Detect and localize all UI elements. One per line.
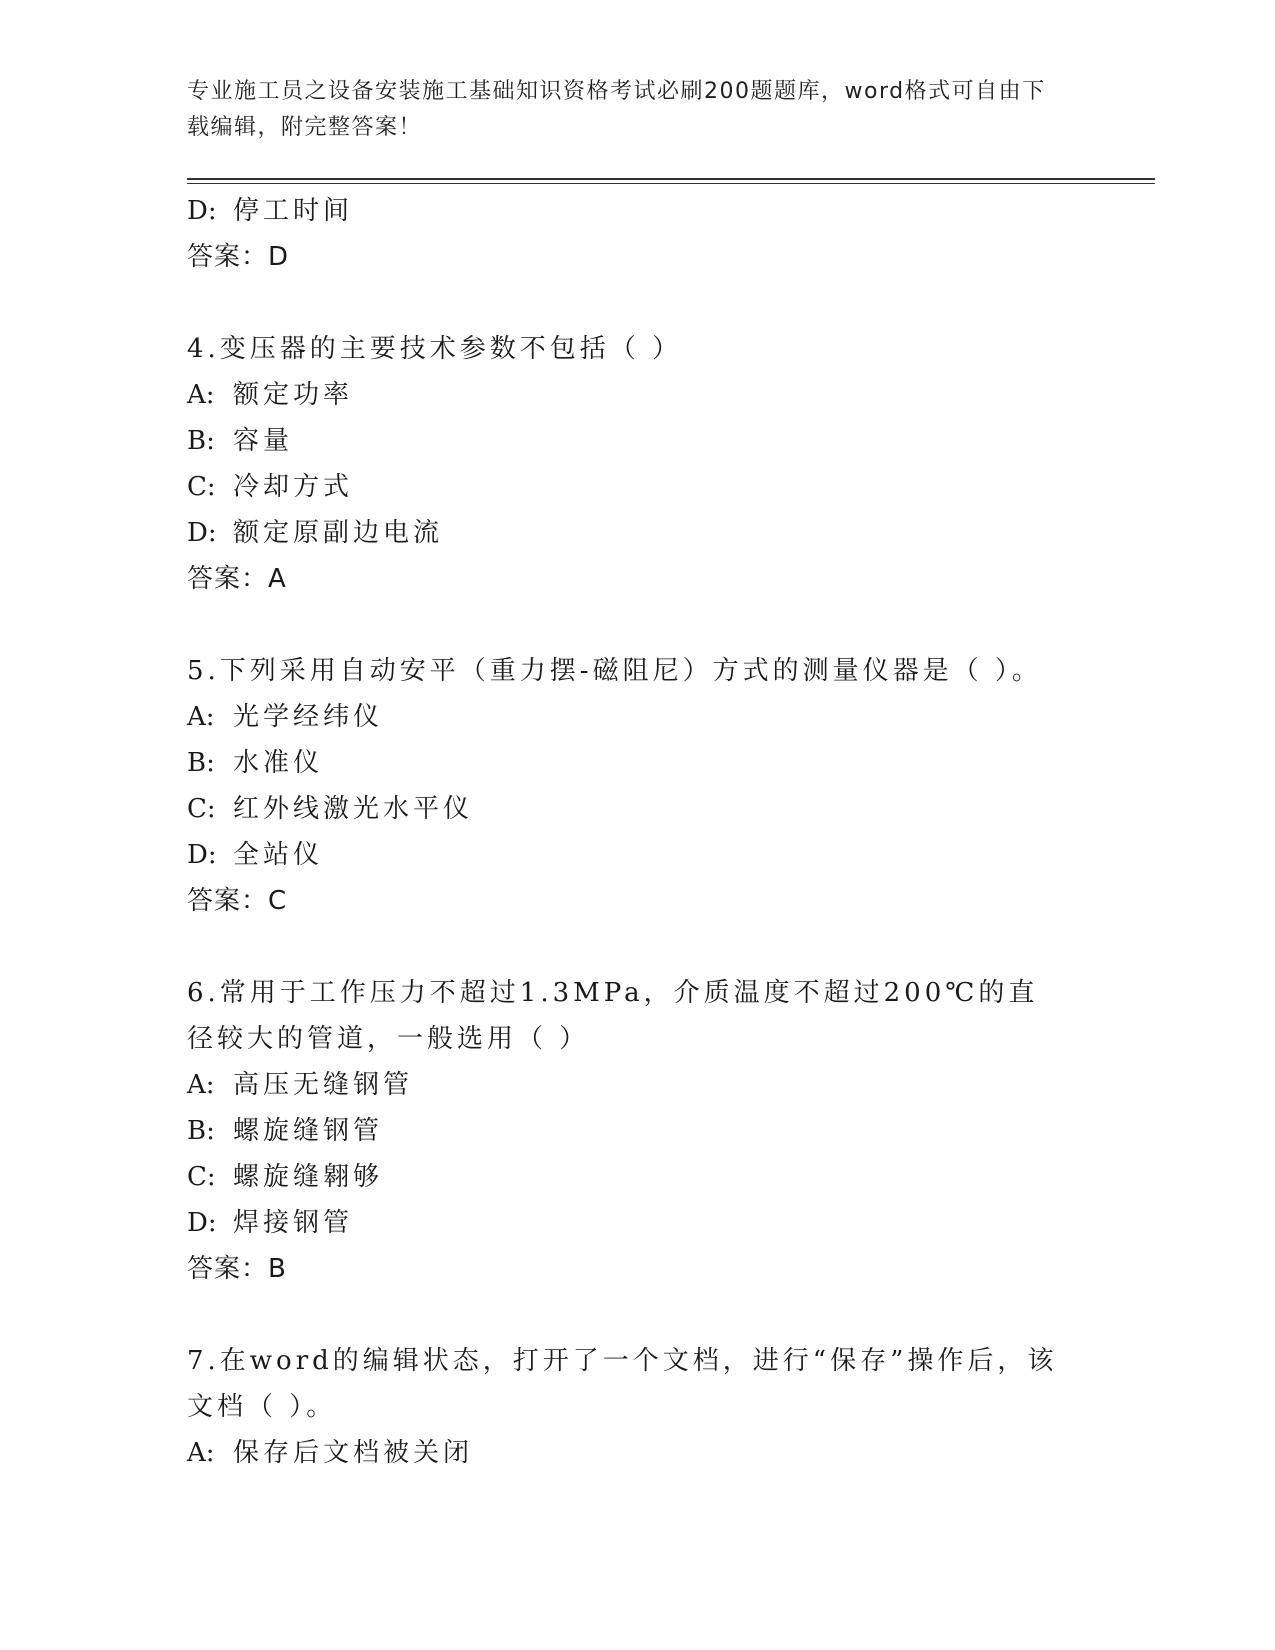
- option-letter: D:: [187, 1208, 217, 1238]
- question-text: 6.常用于工作压力不超过1.3MPa，介质温度不超过200℃的直径较大的管道，一般选用（ ）: [187, 978, 1039, 1054]
- option-text: 停工时间: [233, 196, 354, 226]
- option-text: 额定功率: [233, 380, 354, 410]
- answer-line: 答案：A: [187, 564, 287, 594]
- option-letter: B:: [187, 748, 215, 778]
- option-row: [187, 1062, 1087, 1108]
- option-letter: D:: [187, 196, 217, 226]
- option-row: [187, 1200, 1087, 1246]
- option-row: [187, 464, 1087, 510]
- option-row: [187, 1154, 1087, 1200]
- question-content: [187, 188, 1087, 1476]
- header-divider: [187, 178, 1155, 180]
- option-letter: C:: [187, 794, 216, 824]
- option-letter: A:: [187, 380, 215, 410]
- option-letter: D:: [187, 518, 217, 548]
- option-letter: C:: [187, 1162, 216, 1192]
- option-text: 高压无缝钢管: [233, 1070, 414, 1100]
- option-letter: A:: [187, 702, 215, 732]
- answer-line: 答案：B: [187, 1254, 287, 1284]
- option-row: [187, 740, 1087, 786]
- option-letter: C:: [187, 472, 216, 502]
- option-text: 光学经纬仪: [233, 702, 384, 732]
- question-text: 5.下列采用自动安平（重力摆-磁阻尼）方式的测量仪器是（ ）。: [187, 656, 1042, 686]
- option-letter: B:: [187, 1116, 215, 1146]
- option-text: 额定原副边电流: [233, 518, 444, 548]
- document-header: 专业施工员之设备安装施工基础知识资格考试必刷200题题库，word格式可自由下载编辑，附完整答案！: [187, 79, 1046, 140]
- answer-line: 答案：C: [187, 886, 288, 916]
- option-row: [187, 1108, 1087, 1154]
- option-letter: D:: [187, 840, 217, 870]
- option-row: [187, 786, 1087, 832]
- option-row: [187, 188, 1087, 234]
- question-text: 4.变压器的主要技术参数不包括（ ）: [187, 334, 683, 364]
- option-text: 焊接钢管: [233, 1208, 354, 1238]
- spacer: [187, 1292, 1087, 1338]
- option-text: 保存后文档被关闭: [233, 1438, 474, 1468]
- option-row: [187, 510, 1087, 556]
- option-row: [187, 694, 1087, 740]
- option-text: 红外线激光水平仪: [233, 794, 474, 824]
- option-text: 螺旋缝翱够: [233, 1162, 384, 1192]
- option-letter: A:: [187, 1438, 215, 1468]
- option-text: 全站仪: [233, 840, 324, 870]
- spacer: [187, 924, 1087, 970]
- option-letter: B:: [187, 426, 215, 456]
- question-text: 7.在word的编辑状态，打开了一个文档，进行“保存”操作后，该文档（ ）。: [187, 1346, 1058, 1422]
- option-text: 冷却方式: [233, 472, 354, 502]
- spacer: [187, 280, 1087, 326]
- spacer: [187, 602, 1087, 648]
- answer-line: 答案：D: [187, 242, 290, 272]
- option-text: 水准仪: [233, 748, 324, 778]
- option-row: [187, 418, 1087, 464]
- header-divider-thin: [187, 183, 1155, 184]
- option-row: [187, 372, 1087, 418]
- option-row: [187, 832, 1087, 878]
- option-text: 容量: [233, 426, 294, 456]
- option-text: 螺旋缝钢管: [233, 1116, 384, 1146]
- option-row: [187, 1430, 1087, 1476]
- option-letter: A:: [187, 1070, 215, 1100]
